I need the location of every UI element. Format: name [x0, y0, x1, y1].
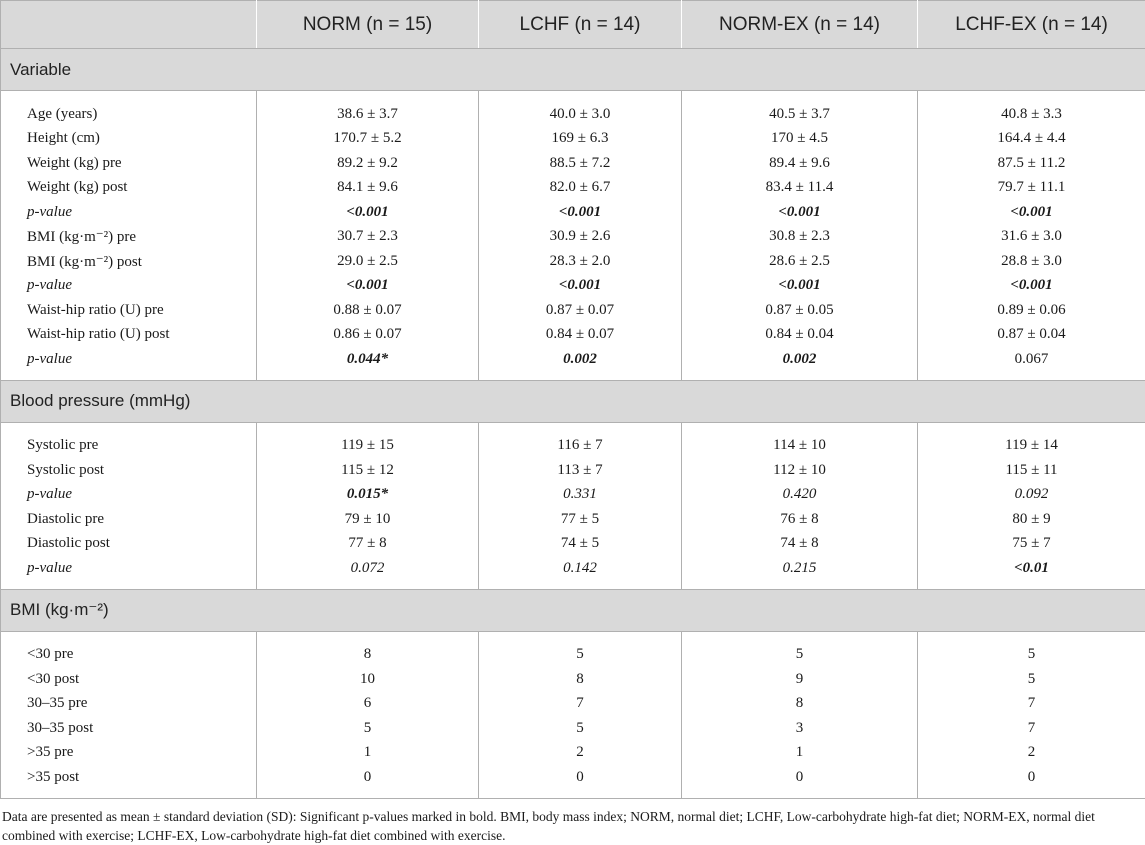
table-cell: 116 ± 7	[479, 422, 682, 458]
table-cell: 115 ± 11	[918, 458, 1145, 483]
table-cell: 0.092	[918, 483, 1145, 508]
section-header-row	[1, 49, 1145, 91]
table-cell: 75 ± 7	[918, 532, 1145, 557]
table-cell: 8	[682, 692, 918, 717]
table-cell: 0.215	[682, 556, 918, 589]
table-row	[1, 176, 1145, 201]
table-cell: 9	[682, 667, 918, 692]
table-cell: 28.6 ± 2.5	[682, 249, 918, 274]
table-cell: <0.001	[257, 274, 479, 299]
table-cell: 79 ± 10	[257, 507, 479, 532]
row-label: Diastolic pre	[1, 507, 257, 532]
table-cell: 1	[257, 741, 479, 766]
table-cell: <0.001	[682, 200, 918, 225]
table-cell: 119 ± 15	[257, 422, 479, 458]
row-label: 30–35 pre	[1, 692, 257, 717]
table-row	[1, 765, 1145, 798]
table-cell: 82.0 ± 6.7	[479, 176, 682, 201]
row-label: p-value	[1, 347, 257, 380]
table-cell: <0.001	[479, 200, 682, 225]
row-label: Waist-hip ratio (U) pre	[1, 298, 257, 323]
table-cell: 119 ± 14	[918, 422, 1145, 458]
header-cell-blank	[1, 1, 257, 49]
table-cell: <0.001	[682, 274, 918, 299]
table-cell: 30.7 ± 2.3	[257, 225, 479, 250]
header-cell-norm: NORM (n = 15)	[257, 1, 479, 49]
table-cell: 0.002	[682, 347, 918, 380]
table-cell: 0.84 ± 0.07	[479, 323, 682, 348]
table-cell: 77 ± 8	[257, 532, 479, 557]
table-cell: 0.015*	[257, 483, 479, 508]
table-cell: 84.1 ± 9.6	[257, 176, 479, 201]
table-cell: 74 ± 5	[479, 532, 682, 557]
table-row	[1, 692, 1145, 717]
row-label: >35 pre	[1, 741, 257, 766]
table-cell: 0.002	[479, 347, 682, 380]
table-cell: 89.2 ± 9.2	[257, 151, 479, 176]
table-row	[1, 631, 1145, 667]
table-footnote: Data are presented as mean ± standard deviation (SD): Significant p-values marked in bold. BMI, body mass index; NORM, normal diet; LCHF, Low-carbohydrate high-fat diet; NORM-EX, normal diet combined with exercise; LCHF-EX, Low-carbohydrate high-fat diet combined with exercise.	[0, 799, 1145, 845]
table-cell: 6	[257, 692, 479, 717]
table-cell: 1	[682, 741, 918, 766]
table-cell: 0.84 ± 0.04	[682, 323, 918, 348]
table-cell: 40.5 ± 3.7	[682, 91, 918, 127]
table-row	[1, 91, 1145, 127]
row-label: Weight (kg) post	[1, 176, 257, 201]
table-cell: 0	[479, 765, 682, 798]
table-body	[1, 49, 1145, 799]
table-cell: 3	[682, 716, 918, 741]
table-cell: 10	[257, 667, 479, 692]
section-title: BMI (kg·m⁻²)	[1, 589, 1145, 631]
table-cell: 7	[479, 692, 682, 717]
row-label: p-value	[1, 274, 257, 299]
section-header-row	[1, 589, 1145, 631]
table-cell: 5	[257, 716, 479, 741]
table-row	[1, 323, 1145, 348]
table-cell: 5	[918, 667, 1145, 692]
table-row	[1, 200, 1145, 225]
table-row	[1, 347, 1145, 380]
row-label: <30 post	[1, 667, 257, 692]
section-header-row	[1, 380, 1145, 422]
table-cell: 40.8 ± 3.3	[918, 91, 1145, 127]
table-row	[1, 458, 1145, 483]
table-cell: 114 ± 10	[682, 422, 918, 458]
table-cell: 0.072	[257, 556, 479, 589]
table-cell: 0.420	[682, 483, 918, 508]
row-label: p-value	[1, 200, 257, 225]
row-label: p-value	[1, 483, 257, 508]
table-cell: 112 ± 10	[682, 458, 918, 483]
table-row	[1, 249, 1145, 274]
table-cell: 30.8 ± 2.3	[682, 225, 918, 250]
row-label: Height (cm)	[1, 127, 257, 152]
row-label: p-value	[1, 556, 257, 589]
table-cell: 0.87 ± 0.04	[918, 323, 1145, 348]
header-cell-lchf: LCHF (n = 14)	[479, 1, 682, 49]
table-cell: 28.8 ± 3.0	[918, 249, 1145, 274]
row-label: BMI (kg·m⁻²) pre	[1, 225, 257, 250]
table-cell: 115 ± 12	[257, 458, 479, 483]
table-cell: 80 ± 9	[918, 507, 1145, 532]
table-cell: 170 ± 4.5	[682, 127, 918, 152]
table-row	[1, 716, 1145, 741]
table-row	[1, 556, 1145, 589]
table-cell: <0.001	[479, 274, 682, 299]
table-cell: 0.88 ± 0.07	[257, 298, 479, 323]
row-label: >35 post	[1, 765, 257, 798]
table-cell: 0	[682, 765, 918, 798]
table-cell: 170.7 ± 5.2	[257, 127, 479, 152]
table-cell: 30.9 ± 2.6	[479, 225, 682, 250]
row-label: Diastolic post	[1, 532, 257, 557]
table-cell: <0.001	[918, 274, 1145, 299]
row-label: Waist-hip ratio (U) post	[1, 323, 257, 348]
table-row	[1, 151, 1145, 176]
table-row	[1, 483, 1145, 508]
table-row	[1, 422, 1145, 458]
table-row	[1, 298, 1145, 323]
row-label: Weight (kg) pre	[1, 151, 257, 176]
table-cell: 0.067	[918, 347, 1145, 380]
table-cell: 164.4 ± 4.4	[918, 127, 1145, 152]
table-cell: 2	[479, 741, 682, 766]
table-cell: 5	[918, 631, 1145, 667]
header-cell-norm-ex: NORM-EX (n = 14)	[682, 1, 918, 49]
table-cell: 38.6 ± 3.7	[257, 91, 479, 127]
section-title: Variable	[1, 49, 1145, 91]
table-cell: 77 ± 5	[479, 507, 682, 532]
table-cell: 0.331	[479, 483, 682, 508]
table-cell: 2	[918, 741, 1145, 766]
table-cell: 0.044*	[257, 347, 479, 380]
table-cell: 0.87 ± 0.05	[682, 298, 918, 323]
table-cell: 0.89 ± 0.06	[918, 298, 1145, 323]
table-cell: 28.3 ± 2.0	[479, 249, 682, 274]
row-label: BMI (kg·m⁻²) post	[1, 249, 257, 274]
table-row	[1, 532, 1145, 557]
table-cell: 113 ± 7	[479, 458, 682, 483]
header-row	[1, 1, 1145, 49]
row-label: Age (years)	[1, 91, 257, 127]
table-cell: 7	[918, 692, 1145, 717]
table-row	[1, 127, 1145, 152]
row-label: <30 pre	[1, 631, 257, 667]
header-cell-lchf-ex: LCHF-EX (n = 14)	[918, 1, 1145, 49]
table-cell: 76 ± 8	[682, 507, 918, 532]
table-cell: <0.01	[918, 556, 1145, 589]
table-cell: 0	[257, 765, 479, 798]
table-cell: 29.0 ± 2.5	[257, 249, 479, 274]
table-cell: 5	[682, 631, 918, 667]
table-cell: 5	[479, 716, 682, 741]
table-cell: 5	[479, 631, 682, 667]
table-row	[1, 274, 1145, 299]
table-cell: 0.87 ± 0.07	[479, 298, 682, 323]
table-cell: 169 ± 6.3	[479, 127, 682, 152]
table-cell: 31.6 ± 3.0	[918, 225, 1145, 250]
table-cell: <0.001	[257, 200, 479, 225]
table-cell: 0	[918, 765, 1145, 798]
table-row	[1, 667, 1145, 692]
table-cell: <0.001	[918, 200, 1145, 225]
row-label: 30–35 post	[1, 716, 257, 741]
row-label: Systolic post	[1, 458, 257, 483]
table-cell: 0.86 ± 0.07	[257, 323, 479, 348]
table-cell: 89.4 ± 9.6	[682, 151, 918, 176]
table-row	[1, 507, 1145, 532]
table-cell: 40.0 ± 3.0	[479, 91, 682, 127]
table-cell: 79.7 ± 11.1	[918, 176, 1145, 201]
table-row	[1, 741, 1145, 766]
row-label: Systolic pre	[1, 422, 257, 458]
section-title: Blood pressure (mmHg)	[1, 380, 1145, 422]
table-cell: 88.5 ± 7.2	[479, 151, 682, 176]
table-cell: 74 ± 8	[682, 532, 918, 557]
table-cell: 0.142	[479, 556, 682, 589]
table-cell: 83.4 ± 11.4	[682, 176, 918, 201]
table-cell: 8	[257, 631, 479, 667]
table-row	[1, 225, 1145, 250]
table-cell: 87.5 ± 11.2	[918, 151, 1145, 176]
table-cell: 8	[479, 667, 682, 692]
table-cell: 7	[918, 716, 1145, 741]
